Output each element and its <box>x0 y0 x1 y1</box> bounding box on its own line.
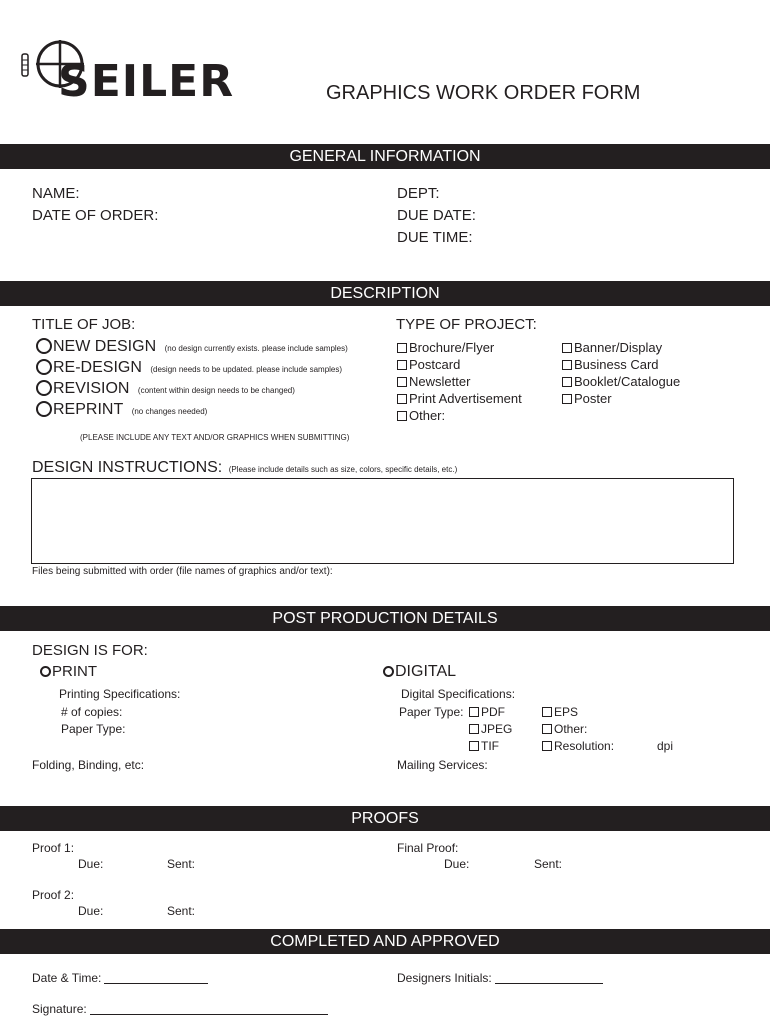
due-date-label: DUE DATE: <box>397 207 476 224</box>
proof2-label: Proof 2: <box>32 888 75 902</box>
format-other[interactable]: Other: <box>542 722 587 736</box>
final-proof-label: Final Proof: <box>397 841 459 855</box>
format-eps[interactable]: EPS <box>542 705 578 719</box>
date-time-field[interactable]: Date & Time: <box>32 971 208 985</box>
checkbox-icon[interactable] <box>562 377 572 387</box>
folding-label: Folding, Binding, etc: <box>32 758 145 772</box>
form-title: GRAPHICS WORK ORDER FORM <box>326 82 641 104</box>
project-option-poster[interactable]: Poster <box>562 391 612 406</box>
radio-icon[interactable] <box>36 401 52 417</box>
project-option-booklet[interactable]: Booklet/Catalogue <box>562 374 680 389</box>
checkbox-icon[interactable] <box>542 724 552 734</box>
company-logo <box>20 38 270 110</box>
logo-wordmark: SEILER <box>58 56 235 107</box>
proof1-sent-label: Sent: <box>167 857 196 871</box>
job-type-re-design[interactable]: RE-DESIGN (design needs to be updated. please include samples) <box>36 359 342 377</box>
design-instructions-textarea[interactable] <box>31 478 734 564</box>
initials-line[interactable] <box>495 983 603 984</box>
checkbox-icon[interactable] <box>562 343 572 353</box>
dept-label: DEPT: <box>397 185 440 202</box>
mailing-services-label: Mailing Services: <box>397 758 488 772</box>
checkbox-icon[interactable] <box>469 724 479 734</box>
date-of-order-label: DATE OF ORDER: <box>32 207 159 224</box>
checkbox-icon[interactable] <box>562 394 572 404</box>
checkbox-icon[interactable] <box>562 360 572 370</box>
job-type-new-design[interactable]: NEW DESIGN (no design currently exists. please include samples) <box>36 338 348 356</box>
format-resolution[interactable]: Resolution: <box>542 739 614 753</box>
section-general-header: GENERAL INFORMATION <box>0 144 770 169</box>
proof2-due-label: Due: <box>78 904 104 918</box>
radio-icon[interactable] <box>36 380 52 396</box>
print-option[interactable]: PRINT <box>40 663 97 681</box>
radio-icon[interactable] <box>36 359 52 375</box>
format-jpeg[interactable]: JPEG <box>469 722 512 736</box>
project-option-brochure[interactable]: Brochure/Flyer <box>397 340 494 355</box>
design-instructions-heading: DESIGN INSTRUCTIONS: (Please include details such as size, colors, specific details, etc.) <box>32 459 458 476</box>
job-type-reprint[interactable]: REPRINT (no changes needed) <box>36 401 207 419</box>
name-label: NAME: <box>32 185 80 202</box>
date-time-line[interactable] <box>104 983 208 984</box>
digital-paper-type-label: Paper Type: <box>399 705 464 719</box>
format-tif[interactable]: TIF <box>469 739 499 753</box>
job-type-revision[interactable]: REVISION (content within design needs to be changed) <box>36 380 295 398</box>
section-post-production-header: POST PRODUCTION DETAILS <box>0 606 770 631</box>
proof2-sent-label: Sent: <box>167 904 196 918</box>
type-of-project-label: TYPE OF PROJECT: <box>396 316 537 333</box>
paper-type-label: Paper Type: <box>61 722 126 736</box>
project-option-postcard[interactable]: Postcard <box>397 357 460 372</box>
project-option-print-ad[interactable]: Print Advertisement <box>397 391 522 406</box>
copies-label: # of copies: <box>61 705 123 719</box>
checkbox-icon[interactable] <box>397 360 407 370</box>
proof1-label: Proof 1: <box>32 841 75 855</box>
radio-icon[interactable] <box>36 338 52 354</box>
section-proofs-header: PROOFS <box>0 806 770 831</box>
section-completed-header: COMPLETED AND APPROVED <box>0 929 770 954</box>
files-submitted-label: Files being submitted with order (file names of graphics and/or text): <box>32 566 333 577</box>
section-description-header: DESCRIPTION <box>0 281 770 306</box>
final-sent-label: Sent: <box>534 857 563 871</box>
checkbox-icon[interactable] <box>469 741 479 751</box>
radio-icon[interactable] <box>383 666 394 677</box>
final-due-label: Due: <box>444 857 470 871</box>
digital-option[interactable]: DIGITAL <box>383 663 456 681</box>
due-time-label: DUE TIME: <box>397 229 473 246</box>
checkbox-icon[interactable] <box>469 707 479 717</box>
format-pdf[interactable]: PDF <box>469 705 505 719</box>
checkbox-icon[interactable] <box>397 411 407 421</box>
checkbox-icon[interactable] <box>397 394 407 404</box>
designer-initials-field[interactable]: Designers Initials: <box>397 971 603 985</box>
project-option-banner[interactable]: Banner/Display <box>562 340 662 355</box>
project-option-business-card[interactable]: Business Card <box>562 357 659 372</box>
signature-line[interactable] <box>90 1014 328 1015</box>
checkbox-icon[interactable] <box>542 741 552 751</box>
checkbox-icon[interactable] <box>397 377 407 387</box>
dpi-label: dpi <box>657 739 674 753</box>
checkbox-icon[interactable] <box>397 343 407 353</box>
digital-specs-label: Digital Specifications: <box>401 687 516 701</box>
signature-field[interactable]: Signature: <box>32 1002 328 1016</box>
include-note: (PLEASE INCLUDE ANY TEXT AND/OR GRAPHICS WHEN SUBMITTING) <box>80 433 350 442</box>
proof1-due-label: Due: <box>78 857 104 871</box>
radio-icon[interactable] <box>40 666 51 677</box>
project-option-newsletter[interactable]: Newsletter <box>397 374 470 389</box>
project-option-other[interactable]: Other: <box>397 408 445 423</box>
checkbox-icon[interactable] <box>542 707 552 717</box>
title-of-job-label: TITLE OF JOB: <box>32 316 136 333</box>
design-is-for-label: DESIGN IS FOR: <box>32 642 148 659</box>
printing-specs-label: Printing Specifications: <box>59 687 181 701</box>
